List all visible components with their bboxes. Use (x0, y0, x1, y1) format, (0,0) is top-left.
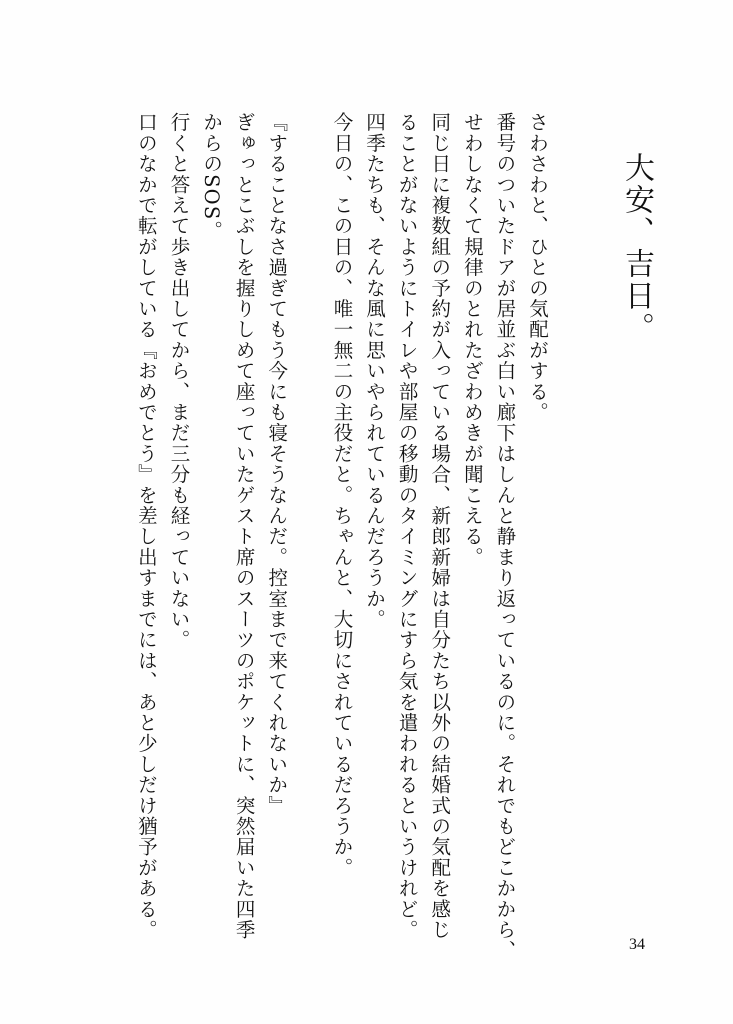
text-line: 『することなさ過ぎてもう今にも寝そうなんだ。控室まで来てくれないか』 (265, 112, 289, 816)
text-line: 番号のついたドアが居並ぶ白い廊下はしんと静まり返っているのに。それでもどこかから、 (493, 112, 517, 961)
page-number: 34 (629, 936, 645, 953)
text-line: 行くと答えて歩き出してから、まだ三分も経っていない。 (167, 112, 191, 651)
text-line: 今日の、この日の、唯一無二の主役だと。ちゃんと、大切にされているだろうか。 (330, 112, 354, 878)
text-line: 四季たちも、そんな風に思いやられているんだろうか。 (363, 112, 387, 630)
body-text (129, 112, 553, 961)
blank-line (292, 112, 325, 932)
text-line: さわさわと、ひとの気配がする。 (526, 112, 549, 423)
text-line: せわしなくて規律のとれたざわめきが聞こえる。 (460, 112, 484, 568)
chapter-title: 大安、吉日。 (619, 152, 654, 344)
text-line: ることがないようにトイレや部屋の移動のタイミングにすら気を遣われるというけれど。 (395, 112, 419, 940)
text-line: 口のなかで転がしている『おめでとう』を差し出すまでには、あと少しだけ猶予がある。 (134, 112, 158, 940)
text-line: からのSOS。 (200, 112, 224, 242)
text-line: 同じ日に複数組の予約が入っている場合、新郎新婦は自分たち以外の結婚式の気配を感じ (428, 112, 452, 941)
text-line: ぎゅっとこぶしを握りしめて座っていたゲスト席のスーツのポケットに、突然届いた四季 (232, 112, 256, 940)
